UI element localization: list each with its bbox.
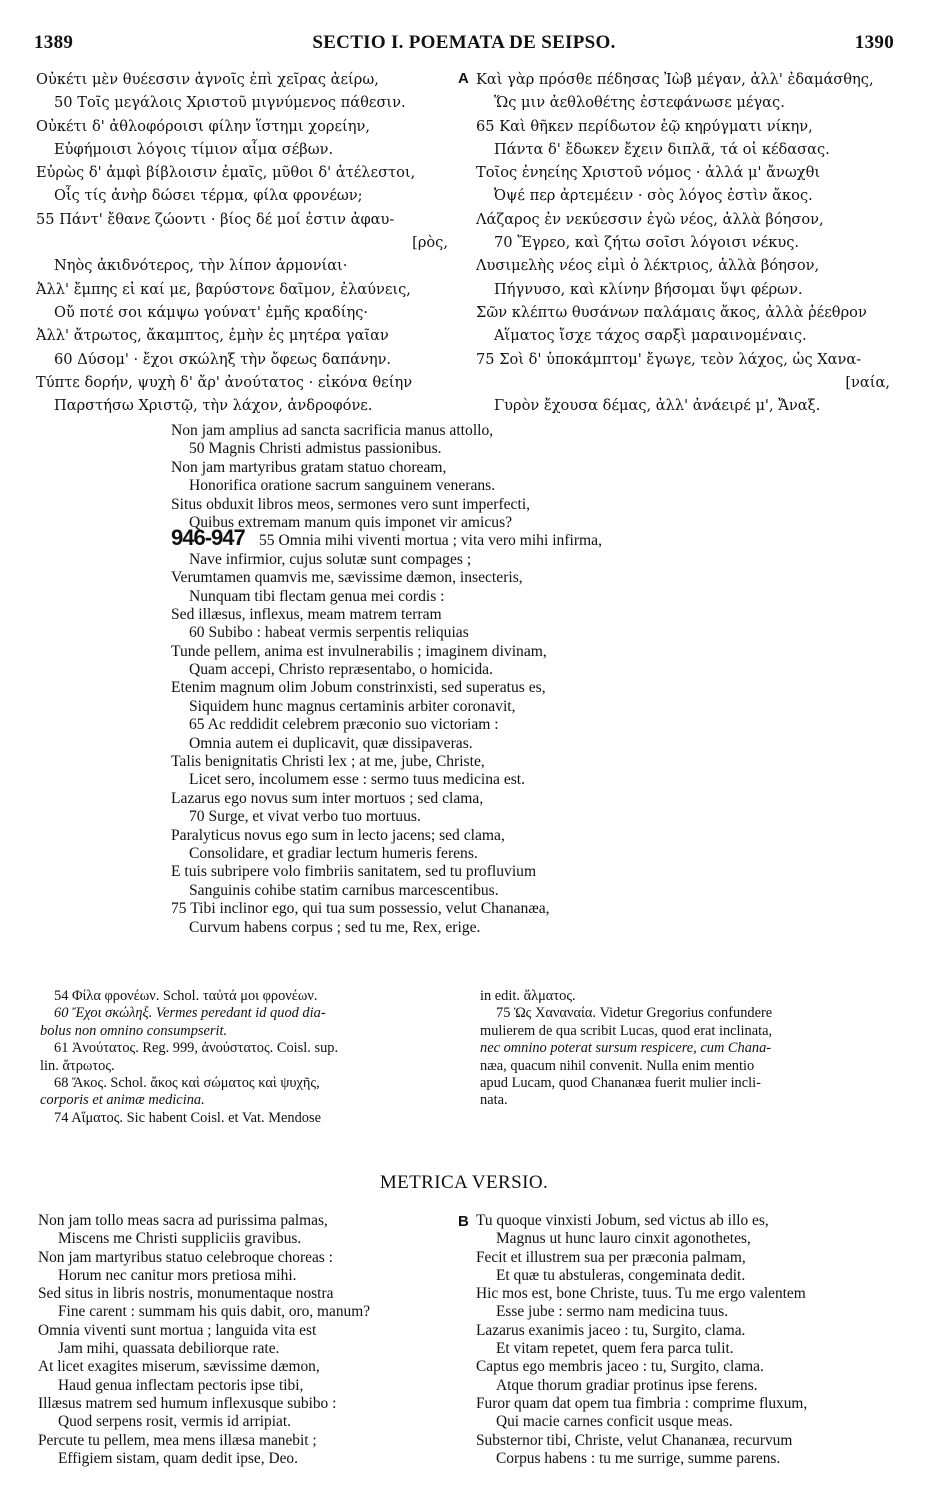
greek-line: Εὐρὼς δ' ἀμφὶ βίβλοισιν ἐμαῖς, μῦθοι δ' ἀτέλεστοι, [36, 164, 416, 182]
latin-line: Omnia autem ei duplicavit, quæ dissipaveras. [189, 734, 473, 752]
greek-line: Ὀψέ περ ἀρτεμέειν · σὸς λόγος ἐστὶν ἄκος. [494, 187, 813, 205]
greek-line: Λυσιμελὴς νέος εἰμὶ ὁ λέκτριος, ἀλλὰ βόησον, [476, 257, 820, 275]
latin-line [171, 525, 731, 551]
verse-line: Horum nec canitur mors pretiosa mihi. [58, 1266, 297, 1284]
greek-line: Οἷς τίς ἀνὴρ δώσει τέρμα, φίλα φρονέων; [54, 187, 363, 205]
verse-line: Fine carent : summam his quis dabit, oro, manum? [58, 1303, 371, 1321]
footnote-line: næa, quacum nihil convenit. Nulla enim mentio [480, 1057, 755, 1074]
column-number-marker: 946-947 [171, 525, 245, 551]
latin-line: Quam accepi, Christo repræsentabo, o homicida. [189, 661, 493, 679]
verse-line: Substernor tibi, Christe, velut Chananæa, recurvum [476, 1431, 793, 1449]
metrica-versio-left [38, 1212, 458, 1468]
verse-line: Non jam tollo meas sacra ad purissima palmas, [38, 1212, 328, 1229]
footnote-line: 60 Ἔχοι σκώληξ. Vermes peredant id quod dia- [54, 1005, 326, 1022]
greek-line: Τοῖος ἐνηείης Χριστοῦ νόμος · ἀλλά μ' ἄνωχθι [476, 164, 821, 182]
verse-line: Captus ego membris jaceo : tu, Surgito, clama. [476, 1358, 764, 1376]
greek-line: 55 Πάντ' ἔθανε ζώοντι · βίος δέ μοί ἐστιν ἀφαυ- [36, 210, 395, 228]
footnote-line: 75 Ὡς Χαναναία. Videtur Gregorius confundere [496, 1005, 773, 1022]
greek-line: 50 Τοῖς μεγάλοις Χριστοῦ μιγνύμενος πάθεσιν. [54, 94, 406, 112]
greek-line-continuation: [ρὸς, [412, 234, 448, 252]
page-header [34, 32, 894, 58]
verse-line: Miscens me Christi suppliciis gravibus. [58, 1230, 302, 1248]
latin-line: Siquidem hunc magnus certaminis arbiter coronavit, [189, 697, 516, 715]
verse-line: Effigiem sistam, quam dedit ipse, Deo. [58, 1449, 298, 1467]
greek-line: Γυρὸν ἔχουσα δέμας, ἀλλ' ἀνάειρέ μ', Ἄναξ. [494, 397, 821, 415]
latin-line: E tuis subripere volo fimbriis sanitatem, sed tu profluvium [171, 863, 537, 881]
greek-line: Οὔ ποτέ σοι κάμψω γούνατ' ἐμῆς κραδίης· [54, 303, 369, 321]
verse-line: Illæsus matrem sed humum inflexusque subibo : [38, 1394, 337, 1412]
greek-line: Εὐφήμοισι λόγοις τίμιον αἷμα σέβων. [54, 140, 334, 158]
latin-line: Consolidare, et gradiar lectum humeris ferens. [189, 844, 478, 862]
verse-line: Esse jube : sermo nam medicina tuus. [496, 1303, 729, 1321]
verse-line: Furor quam dat opem tua fimbria : comprime fluxum, [476, 1394, 808, 1412]
greek-line: 60 Δύσομ' · ἔχοι σκώληξ τὴν ὄφεως δαπάνην. [54, 350, 392, 368]
greek-line: 65 Καὶ θῆκεν περίδωτον ἑῷ κηρύγματι νίκην, [476, 117, 813, 135]
greek-text-left [36, 68, 456, 417]
latin-prose-translation [171, 422, 731, 937]
footnote-line: apud Lucam, quod Chananæa fuerit mulier incli- [480, 1074, 761, 1091]
greek-line: Τύπτε δορήν, ψυχὴ δ' ἄρ' ἀνούτατος · εἰκόνα θείην [36, 373, 413, 391]
greek-line: 75 Σοὶ δ' ὑποκάμπτομ' ἔγωγε, τεὸν λάχος, ὡς Χανα- [476, 350, 862, 368]
greek-line: Οὐκέτι μὲν θυέεσσιν ἁγνοῖς ἐπὶ χεῖρας ἀείρω, [36, 71, 379, 88]
footnote-line: in edit. ἅλματος. [480, 988, 576, 1004]
footnote-line: 68 Ἄκος. Schol. ἄκος καὶ σώματος καὶ ψυχῆς, [54, 1074, 320, 1091]
latin-line: 75 Tibi inclinor ego, qui tua sum possessio, velut Chananæa, [171, 900, 550, 918]
footnotes-left [40, 988, 460, 1127]
column-marker-b: B [458, 1213, 469, 1230]
footnote-line: lin. ἄτρωτος. [40, 1057, 115, 1074]
verse-line: Lazarus exanimis jaceo : tu, Surgito, clama. [476, 1321, 746, 1339]
greek-line: Λάζαρος ἐν νεκύεσσιν ἐγὼ νέος, ἀλλὰ βόησον, [476, 210, 824, 228]
latin-line: Verumtamen quamvis me, sævissime dæmon, insecteris, [171, 569, 523, 587]
latin-line: Paralyticus novus ego sum in lecto jacens; sed clama, [171, 826, 505, 844]
verse-line: Haud genua inflectam pectoris ipse tibi, [58, 1376, 304, 1394]
greek-line: Ἀλλ' ἔμπης εἰ καί με, βαρύστονε δαῖμον, ἐλαύνεις, [36, 280, 411, 298]
latin-line: Nave infirmior, cujus solutæ sunt compages ; [189, 550, 472, 568]
verse-line: Percute tu pellem, mea mens illæsa manebit ; [38, 1431, 317, 1449]
latin-line: Etenim magnum olim Jobum constrinxisti, sed superatus es, [171, 679, 546, 697]
greek-text-right [476, 68, 894, 417]
verse-line: Fecit et illustrem sua per præconia palmam, [476, 1248, 746, 1266]
footnotes-right [480, 988, 896, 1110]
footnote-line: 74 Αἵματος. Sic habent Coisl. et Vat. Mendose [54, 1109, 321, 1126]
latin-line: Nunquam tibi flectam genua mei cordis : [189, 587, 445, 605]
verse-line: Non jam martyribus statuo celebroque choreas : [38, 1248, 333, 1266]
verse-line: Tu quoque vinxisti Jobum, sed victus ab illo es, [476, 1212, 769, 1229]
latin-line: 65 Ac reddidit celebrem præconio suo victoriam : [189, 716, 499, 734]
greek-line: 70 Ἔγρεο, καὶ ζήτω σοῖσι λόγοισι νέκυς. [494, 234, 800, 252]
latin-line: Sed illæsus, inflexus, meam matrem terram [171, 605, 442, 623]
latin-line: Situs obduxit libros meos, sermones vero sunt imperfecti, [171, 495, 531, 513]
verse-line: Hic mos est, bone Christe, tuus. Tu me ergo valentem [476, 1285, 806, 1303]
greek-line: Καὶ γὰρ πρόσθε πέδησας Ἰὼβ μέγαν, ἀλλ' ἐδαμάσθης, [476, 71, 874, 88]
latin-line: Quibus extremam manum quis imponet vir amicus? [189, 513, 513, 531]
column-marker-a: A [458, 70, 469, 87]
greek-line: Παρστήσω Χριστῷ, τὴν λάχον, ἀνδροφόνε. [54, 397, 373, 415]
latin-line-text: 55 Omnia mihi viventi mortua ; vita vero mihi infirma, [259, 532, 603, 550]
greek-line: Ἀλλ' ἄτρωτος, ἄκαμπτος, ἐμὴν ἐς μητέρα γαῖαν [36, 327, 389, 345]
latin-line: 50 Magnis Christi admistus passionibus. [189, 440, 442, 458]
greek-line-continuation: [ναία, [845, 373, 890, 391]
verse-line: Qui macie carnes conficit usque meas. [496, 1413, 733, 1431]
greek-line: Σῶν κλέπτω θυσάνων παλάμαις ἄκος, ἀλλὰ ῥέεθρον [476, 303, 867, 321]
verse-line: Omnia viventi sunt mortua ; languida vita est [38, 1321, 317, 1339]
verse-line: Corpus habens : tu me surrige, summe parens. [496, 1449, 781, 1467]
latin-line: Non jam amplius ad sancta sacrificia manus attollo, [171, 422, 494, 439]
greek-line: Αἵματος ἴσχε τάχος σαρξὶ μαραινομέναις. [494, 327, 807, 345]
greek-line: Νηὸς ἀκιδνότερος, τὴν λίπον ἁρμονίαι· [54, 257, 348, 275]
verse-line: Magnus ut hunc lauro cinxit agonothetes, [496, 1230, 751, 1248]
metrica-versio-right [476, 1212, 896, 1468]
footnote-line: 61 Ἀνούτατος. Reg. 999, ἀνούστατος. Coisl. sup. [54, 1040, 339, 1057]
footnote-line: bolus non omnino consumpserit. [40, 1022, 228, 1039]
latin-line: 60 Subibo : habeat vermis serpentis reliquias [189, 624, 469, 642]
latin-line: Sanguinis cohibe statim carnibus marcescentibus. [189, 881, 499, 899]
greek-line: Οὐκέτι δ' ἀθλοφόροισι φίλην ἵστημι χορείην, [36, 117, 371, 135]
section-subtitle: METRICA VERSIO. [379, 1172, 549, 1193]
verse-line: Quod serpens rosit, vermis id arripiat. [58, 1413, 291, 1431]
verse-line: Et vitam repetet, quem fera parca tulit. [496, 1340, 734, 1358]
footnote-line: nata. [480, 1092, 508, 1109]
footnote-line: 54 Φίλα φρονέων. Schol. ταὐτά μοι φρονέων. [54, 988, 318, 1004]
footnote-line: corporis et animæ medicina. [40, 1092, 205, 1109]
verse-line: At licet exagites miserum, sævissime dæmon, [38, 1358, 320, 1376]
verse-line: Et quæ tu abstuleras, congeminata dedit. [496, 1266, 746, 1284]
latin-line: Non jam martyribus gratam statuo choream, [171, 458, 447, 476]
footnote-line: nec omnino poterat sursum respicere, cum Chana- [480, 1040, 772, 1057]
latin-line: Honorifica oratione sacrum sanguinem venerans. [189, 477, 496, 495]
running-title: SECTIO I. POEMATA DE SEIPSO. [312, 32, 616, 53]
greek-line: Ὥς μιν ἀεθλοθέτης ἐστεφάνωσε μέγας. [494, 94, 785, 112]
greek-line: Πάντα δ' ἔδωκεν ἔχειν διπλᾶ, τά οἱ κέδασας. [494, 140, 830, 158]
latin-line: Talis benignitatis Christi lex ; at me, jube, Christe, [171, 753, 485, 771]
latin-line: 70 Surge, et vivat verbo tuo mortuus. [189, 808, 421, 826]
latin-line: Lazarus ego novus sum inter mortuos ; sed clama, [171, 789, 484, 807]
latin-line: Tunde pellem, anima est invulnerabilis ; imaginem divinam, [171, 642, 547, 660]
latin-line: Curvum habens corpus ; sed tu me, Rex, erige. [189, 918, 481, 936]
verse-line: Jam mihi, quassata debiliorque rate. [58, 1340, 280, 1358]
right-page-number: 1390 [854, 32, 894, 53]
greek-line: Πήγνυσο, καὶ κλίνην βήσομαι ὕψι φέρων. [494, 280, 803, 298]
latin-line: Licet sero, incolumem esse : sermo tuus medicina est. [189, 771, 526, 789]
footnote-line: mulierem de qua scribit Lucas, quod erat inclinata, [480, 1022, 773, 1039]
left-page-number: 1389 [34, 32, 74, 53]
verse-line: Atque thorum gradiar protinus ipse ferens. [496, 1376, 758, 1394]
verse-line: Sed situs in libris nostris, monumentaque nostra [38, 1285, 334, 1303]
